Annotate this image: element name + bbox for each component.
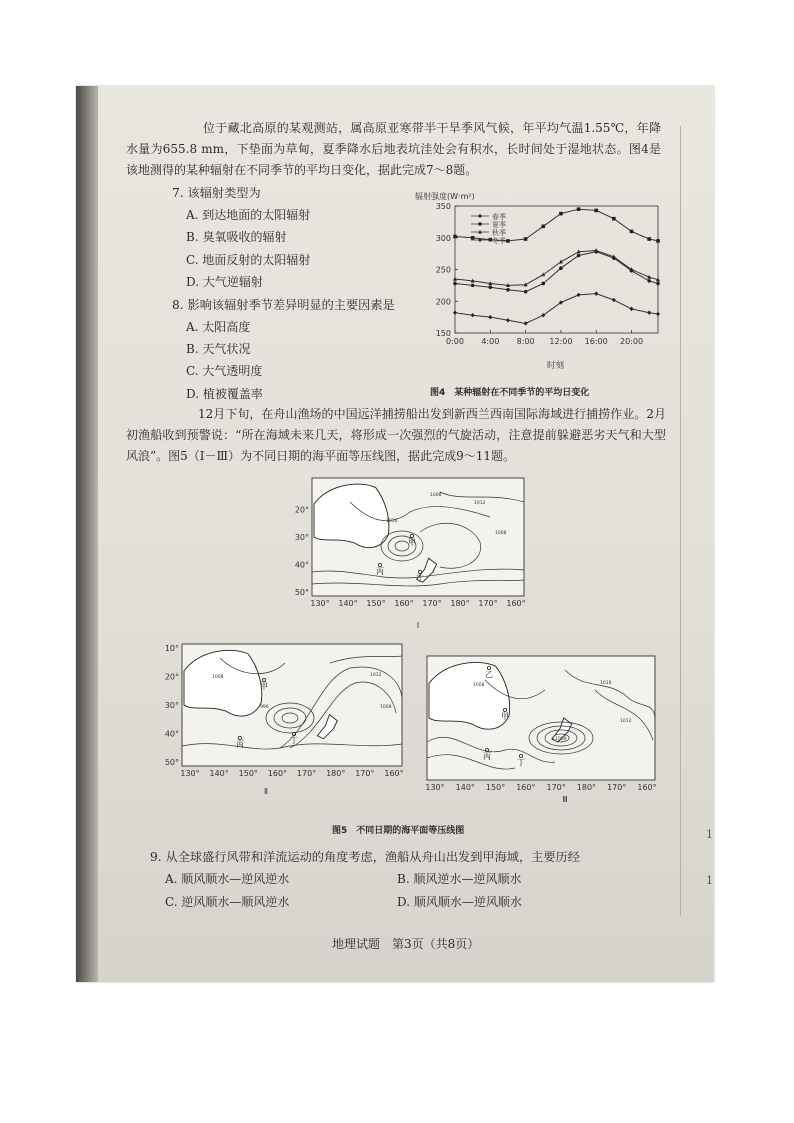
longitude-label: 170°: [546, 783, 566, 792]
longitude-label: 140°: [338, 599, 358, 608]
longitude-label: 160°: [637, 783, 657, 792]
longitude-label: 130°: [180, 769, 200, 778]
page-margin-line: [680, 126, 681, 916]
data-point: [577, 293, 581, 297]
latitude-label: 40°: [294, 560, 309, 570]
legend-marker: [478, 214, 481, 217]
q7-option-b: B. 臭氧吸收的辐射: [186, 230, 287, 244]
passage-9-11-intro: 12月下旬，在舟山渔场的中国远洋捕捞船出发到新西兰西南国际海域进行捕捞作业。2月初渔船收到预警说：“所在海域未来几天，将形成一次强烈的气旋活动，注意提前躲避恶劣天气和大型风浪”。图5（Ⅰ－Ⅲ）为不同日期的海平面等压线图，据此完成9～11题。: [126, 407, 666, 463]
data-point: [559, 212, 563, 216]
data-point: [647, 237, 651, 241]
isobar-value-label: 1008: [473, 683, 485, 688]
q9-option-d: D. 顺风顺水—逆风顺水: [397, 895, 522, 909]
longitude-label: 140°: [209, 769, 229, 778]
legend-label: 夏季: [492, 221, 506, 229]
series-line-1: [455, 209, 658, 241]
q9-option-c: C. 逆风顺水—顺风逆水: [165, 895, 290, 909]
data-point: [524, 237, 528, 241]
longitude-label: 130°: [310, 599, 330, 608]
data-point: [453, 282, 457, 286]
data-point: [489, 285, 493, 289]
q7-option-c: C. 地面反射的太阳辐射: [186, 253, 311, 267]
data-point: [541, 272, 545, 276]
longitude-label: 150°: [238, 769, 258, 778]
place-label: 甲: [260, 682, 268, 691]
longitude-label: 170°: [422, 599, 442, 608]
y-tick-label: 250: [435, 265, 451, 275]
data-point: [594, 209, 598, 213]
australia-landmass: [314, 484, 389, 548]
longitude-label: 150°: [366, 599, 386, 608]
longitude-label: 180°: [450, 599, 470, 608]
data-point: [656, 239, 660, 243]
series-line-0: [455, 252, 658, 292]
data-point: [506, 288, 510, 292]
place-label: 丁: [290, 736, 298, 745]
q8-option-d: D. 植被覆盖率: [186, 387, 263, 401]
question-9-stem: 9. 从全球盛行风带和洋流运动的角度考虑，渔船从舟山出发到甲海域，主要历经: [150, 850, 580, 864]
x-tick-label: 12:00: [549, 337, 573, 346]
data-point: [471, 236, 475, 240]
place-label: 甲: [501, 712, 509, 721]
data-point: [506, 318, 510, 322]
latitude-label: 10°: [164, 644, 179, 653]
y-tick-label: 300: [435, 233, 451, 243]
q9-option-a: A. 顺风顺水—逆风逆水: [165, 872, 290, 886]
data-point: [656, 282, 660, 286]
longitude-label: 170°: [296, 769, 317, 778]
data-point: [594, 291, 598, 295]
chart-x-axis-label: 时刻: [547, 361, 565, 371]
figure-4-caption: 图4 某种辐射在不同季节的平均日变化: [430, 388, 590, 398]
isobar-value-label: 1008: [212, 675, 224, 680]
longitude-label: 170°: [607, 783, 627, 792]
longitude-label: 160°: [506, 599, 526, 608]
longitude-label: 150°: [485, 783, 506, 792]
isobar-value-label: 1012: [370, 673, 382, 678]
longitude-label: 180°: [326, 769, 346, 778]
q8-option-a: A. 太阳高度: [186, 320, 251, 334]
data-point: [577, 207, 581, 211]
longitude-label: 130°: [425, 783, 445, 792]
legend-label: 秋季: [492, 229, 506, 237]
latitude-label: 30°: [164, 701, 179, 710]
data-point: [453, 310, 457, 314]
isobar-value-label: 1008: [380, 705, 392, 710]
x-tick-label: 16:00: [584, 337, 608, 346]
data-point: [471, 284, 475, 288]
place-label: 丁: [416, 574, 424, 583]
passage-7-8-intro: 位于藏北高原的某观测站，属高原亚寒带半干旱季风气候，年平均气温1.55℃，年降水量为655.8 mm，下垫面为草甸，夏季降水后地表坑洼处会有积水，长时间处于湿地状态。图4是该地测得的某种辐射在不同季节的平均日变化，据此完成7～8题。: [126, 121, 661, 177]
place-label: 丁: [517, 758, 525, 767]
question-7-stem: 7. 该辐射类型为: [172, 186, 261, 200]
isobar-value-label: 1012: [474, 501, 486, 506]
figure-5-map-1: [290, 472, 535, 632]
data-point: [612, 298, 616, 302]
data-point: [506, 239, 510, 243]
longitude-label: 170°: [355, 769, 375, 778]
q8-option-b: B. 天气状况: [186, 342, 251, 356]
isobar-value-label: 1000: [555, 737, 567, 742]
legend-label: 春季: [492, 213, 506, 221]
longitude-label: 140°: [455, 783, 475, 792]
data-point: [630, 307, 634, 311]
x-tick-label: 20:00: [619, 337, 644, 346]
longitude-label: 160°: [516, 783, 536, 792]
panel-label: Ⅰ: [416, 621, 420, 630]
data-point: [612, 217, 616, 221]
australia-landmass: [429, 662, 510, 729]
isobar-value-label: 1012: [620, 719, 632, 724]
longitude-label: 170°: [478, 599, 498, 608]
figure-5-map-2: [160, 638, 410, 798]
isobar-value-label: 996: [260, 705, 269, 710]
data-point: [453, 235, 457, 239]
panel-label: Ⅱ: [264, 787, 268, 796]
series-line-3: [455, 294, 658, 324]
chart-plot-frame: [455, 206, 658, 333]
latitude-label: 50°: [294, 588, 309, 597]
x-tick-label: 0:00: [446, 337, 464, 346]
longitude-label: 160°: [394, 599, 414, 608]
data-point: [541, 282, 545, 286]
longitude-label: 160°: [384, 769, 404, 778]
data-point: [630, 230, 634, 234]
latitude-label: 40°: [164, 729, 179, 739]
data-point: [524, 290, 528, 294]
data-point: [559, 266, 563, 270]
figure-4-line-chart: [405, 186, 670, 371]
edge-mark-2: 1: [706, 874, 713, 887]
isobar-value-label: 1016: [600, 681, 612, 686]
place-label: 丙: [376, 567, 384, 576]
place-label: 丙: [236, 740, 244, 749]
place-label: 甲: [408, 538, 416, 547]
isobar-value-label: 1008: [430, 493, 442, 498]
x-tick-label: 4:00: [481, 337, 500, 346]
data-point: [524, 321, 528, 325]
data-point: [647, 279, 651, 283]
australia-landmass: [184, 650, 262, 716]
latitude-label: 50°: [164, 758, 179, 767]
latitude-label: 30°: [294, 533, 309, 542]
page-footer: 地理试题 第3页（共8页）: [332, 937, 480, 951]
data-point: [647, 310, 651, 314]
latitude-label: 20°: [294, 505, 309, 515]
legend-label: 冬季: [492, 237, 506, 245]
longitude-label: 180°: [576, 783, 597, 792]
isobar-value-label: 1008: [495, 531, 507, 536]
place-label: 丙: [483, 752, 491, 761]
q7-option-d: D. 大气逆辐射: [186, 275, 263, 289]
legend-marker: [478, 222, 481, 225]
y-tick-label: 150: [435, 329, 451, 338]
data-point: [541, 225, 545, 229]
data-point: [488, 315, 492, 319]
latitude-label: 20°: [164, 672, 179, 682]
data-point: [471, 313, 475, 317]
edge-mark-1: 1: [706, 828, 713, 841]
panel-label: Ⅲ: [562, 795, 568, 804]
q7-option-a: A. 到达地面的太阳辐射: [186, 208, 311, 222]
data-point: [656, 312, 660, 316]
place-label: 乙: [485, 670, 493, 679]
figure-5-caption: 图5 不同日期的海平面等压线图: [332, 826, 465, 836]
q9-option-b: B. 顺风逆水—逆风顺水: [397, 872, 522, 886]
question-8-stem: 8. 影响该辐射季节差异明显的主要因素是: [172, 298, 395, 312]
figure-5-map-3: [415, 650, 665, 810]
longitude-label: 160°: [267, 769, 288, 778]
y-tick-label: 350: [435, 202, 451, 211]
isobar-value-label: 1016: [386, 519, 398, 524]
data-point: [577, 254, 581, 258]
chart-y-axis-label: 辐射强度(W·m²): [415, 192, 475, 201]
q8-option-c: C. 大气透明度: [186, 364, 263, 378]
y-tick-label: 200: [435, 297, 451, 307]
x-tick-label: 8:00: [516, 337, 535, 346]
